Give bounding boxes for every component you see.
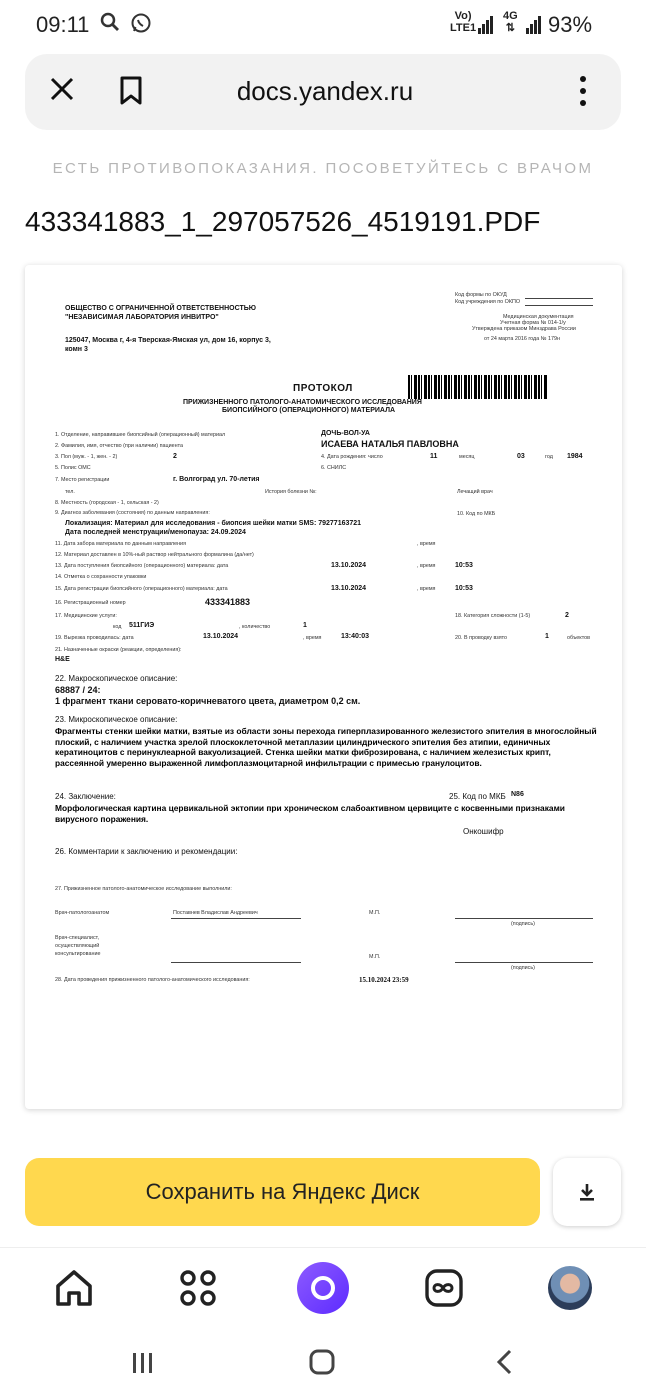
consultant-label-2: осуществляющий: [55, 943, 100, 949]
system-navigation-bar: [0, 1330, 646, 1400]
field-3-label: 3. Пол (муж. - 1, жен. - 2): [55, 454, 118, 460]
history-label: История болезни №:: [265, 489, 317, 495]
field-15-date: 13.10.2024: [331, 585, 367, 592]
signal-1-icon: [478, 14, 494, 34]
field-13-time: 10:53: [455, 562, 473, 569]
download-icon: [577, 1182, 597, 1202]
field-10-label: 10. Код по МКБ: [457, 511, 496, 517]
field-22-label: 22. Макроскопическое описание:: [55, 674, 178, 683]
last-menstruation-line: Дата последней менструации/менопауза: 24.09.2024: [65, 529, 246, 536]
back-icon[interactable]: [492, 1348, 518, 1381]
okud-label: Код формы по ОКУД: [455, 292, 507, 298]
conclusion-text: Морфологическая картина цервикальной эктопии при хроническом слабоактивном цервиците с косвенными признаками вирусного поражения.: [55, 803, 565, 824]
study-date: 15.10.2024 23:59: [359, 976, 409, 984]
stain-value: H&E: [55, 656, 70, 663]
field-1-label: 1. Отделение, направившее биопсийный (операционный) материал: [55, 432, 226, 438]
field-13-label: 13. Дата поступления биопсийного (операционного) материала: дата: [55, 563, 229, 569]
field-23-label: 23. Микроскопическое описание:: [55, 715, 178, 724]
month-label: месяц: [459, 454, 475, 460]
alice-assistant-icon[interactable]: [297, 1262, 349, 1314]
field-20-unit: объектов: [567, 635, 590, 641]
field-19-time-label: , время: [303, 635, 322, 641]
close-icon[interactable]: [47, 74, 77, 110]
consultant-label-1: Врач-специалист,: [55, 935, 100, 941]
pathologist-label: Врач-патологоанатом: [55, 910, 110, 916]
field-24-label: 24. Заключение:: [55, 792, 116, 801]
save-to-yandex-disk-button[interactable]: Сохранить на Яндекс Диск: [25, 1158, 540, 1226]
field-6-label: 6. СНИЛС: [321, 465, 347, 471]
field-2-label: 2. Фамилия, имя, отчество (при наличии) пациента: [55, 443, 184, 449]
file-title: 433341883_1_297057526_4519191.PDF: [25, 206, 541, 237]
doc-subtitle-2: БИОПСИЙНОГО (ОПЕРАЦИОННОГО) МАТЕРИАЛА: [222, 407, 396, 414]
field-14-label: 14. Отметка о сохранности упаковки: [55, 574, 147, 580]
field-28-label: 28. Дата проведения прижизненного патолого-анатомического исследования:: [55, 977, 250, 983]
registration-number: 433341883: [205, 597, 251, 607]
meddoc-3: Утверждена приказом Минздрава России: [472, 326, 576, 332]
year-label: год: [545, 454, 553, 460]
org-address-1: 125047, Москва г, 4-я Тверская-Ямская ул, дом 16, корпус 3,: [65, 337, 271, 344]
field-19-date: 13.10.2024: [203, 633, 239, 640]
org-name-2: "НЕЗАВИСИМАЯ ЛАБОРАТОРИЯ ИНВИТРО": [65, 314, 219, 321]
code-label: код: [113, 624, 122, 630]
tel-label: тел.: [65, 489, 75, 495]
field-7-label: 7. Место регистрации: [55, 477, 110, 483]
browser-bottom-nav: [0, 1247, 646, 1330]
home-icon[interactable]: [52, 1266, 98, 1312]
field-19-time: 13:40:03: [341, 633, 370, 640]
field-5-label: 5. Полис ОМС: [55, 465, 91, 471]
document-page[interactable]: [25, 265, 622, 1109]
download-button[interactable]: [553, 1158, 621, 1226]
barcode-image: [408, 375, 548, 399]
browser-url-bar: [25, 54, 621, 130]
whatsapp-icon: [130, 12, 152, 40]
signature-label-1: (подпись): [511, 921, 535, 927]
field-27-label: 27. Прижизненное патолого-анатомическое исследование выполнили:: [55, 886, 232, 892]
localization-line: Локализация: Материал для исследования - биопсия шейки матки SMS: 79277163721: [65, 520, 362, 527]
okpo-label: Код учреждения по ОКПО: [455, 299, 521, 305]
field-18-value: 2: [565, 612, 569, 619]
service-code: 511ГИЭ: [129, 622, 155, 629]
signal-2-icon: [526, 14, 542, 34]
org-name-1: ОБЩЕСТВО С ОГРАНИЧЕННОЙ ОТВЕТСТВЕННОСТЬЮ: [65, 305, 256, 312]
field-15-time: 10:53: [455, 585, 473, 592]
field-9-label: 9. Диагноз заболевания (состояния) по данным направления:: [55, 510, 210, 516]
field-15-label: 15. Дата регистрации биопсийного (операционного) материала: дата: [55, 586, 228, 592]
macro-id: 68887 / 24:: [55, 685, 101, 695]
field-13-time-label: , время: [417, 563, 436, 569]
field-20-value: 1: [545, 633, 549, 640]
meddoc-2: Учетная форма № 014-1/у: [500, 320, 566, 326]
field-4-label: 4. Дата рождения: число: [321, 454, 383, 460]
birth-year: 1984: [567, 453, 583, 460]
field-20-label: 20. В проводку взято: [455, 635, 508, 641]
status-bar: [0, 0, 646, 52]
consultant-label-3: консультирование: [55, 951, 101, 957]
field-1-value: ДОЧЬ-ВОЛ-УА: [321, 430, 370, 437]
stamp-label-1: М.П.: [369, 910, 381, 916]
volte-indicator: Vo) LTE1: [450, 10, 477, 34]
field-19-label: 19. Вырезка проводилась: дата: [55, 635, 134, 641]
bookmark-icon[interactable]: [119, 76, 143, 111]
profile-avatar[interactable]: [548, 1266, 592, 1310]
meddoc-1: Медицинская документация: [503, 314, 574, 320]
field-3-value: 2: [173, 453, 177, 460]
quantity-label: , количество: [239, 624, 271, 630]
signature-label-2: (подпись): [511, 965, 535, 971]
patient-name: ИСАЕВА НАТАЛЬЯ ПАВЛОВНА: [321, 439, 459, 449]
doctor-label: Лечащий врач: [457, 489, 493, 495]
stamp-label-2: М.П.: [369, 954, 381, 960]
field-7-value: г. Волгоград ул. 70-летия: [173, 476, 260, 483]
field-11-label: 11. Дата забора материала по данным направления: [55, 541, 186, 547]
apps-grid-icon[interactable]: [176, 1266, 222, 1312]
doc-subtitle-1: ПРИЖИЗНЕННОГО ПАТОЛОГО-АНАТОМИЧЕСКОГО ИССЛЕДОВАНИЯ: [183, 399, 422, 406]
field-18-label: 18. Категория сложности (1-5): [455, 613, 531, 619]
birth-day: 11: [430, 453, 438, 460]
field-13-date: 13.10.2024: [331, 562, 367, 569]
network-type: 4G ⇅: [503, 10, 518, 34]
field-12-label: 12. Материал доставлен в 10%-ный раствор нейтрального формалина (да/нет): [55, 552, 254, 558]
field-11-time-label: , время: [417, 541, 436, 547]
icd-code: N86: [511, 791, 524, 798]
birth-month: 03: [517, 453, 525, 460]
micro-description: Фрагменты стенки шейки матки, взятые из области зоны перехода гиперплазированного железистого эпителия в многослойный плоский, с наличием участка зрелой плоскоклеточной метаплазии цилиндрического эпителия без атипии, единичных кератиноцитов с перинуклеарной вакуолизацией. Стенка шейки матки фиброзирована, с наличием железистых крипт, рассеянной умеренно выраженной лимфоплазмоцитарной инфильтрации с примесью гранулоцитов.: [55, 726, 597, 768]
home-button-icon[interactable]: [308, 1348, 336, 1381]
org-address-2: комн 3: [65, 346, 88, 353]
field-26-label: 26. Комментарии к заключению и рекомендации:: [55, 847, 238, 856]
quantity-value: 1: [303, 622, 307, 629]
onco-code-label: Онкошифр: [463, 827, 504, 836]
pathologist-name: Поставнев Владислав Андреевич: [173, 910, 258, 916]
recent-apps-icon[interactable]: [130, 1350, 156, 1381]
doc-title: ПРОТОКОЛ: [293, 383, 353, 394]
more-menu-icon[interactable]: [573, 72, 593, 112]
field-15-time-label: , время: [417, 586, 436, 592]
battery-level: 93%: [548, 12, 593, 37]
macro-description: 1 фрагмент ткани серовато-коричневатого цвета, диаметром 0,2 см.: [55, 696, 361, 706]
field-16-label: 16. Регистрационный номер: [55, 600, 126, 606]
field-21-label: 21. Назначенные окраски (реакции, определения):: [55, 647, 182, 653]
field-25-label: 25. Код по МКБ: [449, 792, 506, 801]
tabs-icon[interactable]: [422, 1266, 468, 1312]
search-status-icon: [100, 12, 120, 38]
field-17-label: 17. Медицинские услуги:: [55, 613, 117, 619]
field-8-label: 8. Местность (городская - 1, сельская - 2): [55, 500, 159, 506]
url-text[interactable]: docs.yandex.ru: [236, 76, 414, 106]
status-time: 09:11: [36, 12, 90, 37]
medical-warning-banner: ЕСТЬ ПРОТИВОПОКАЗАНИЯ. ПОСОВЕТУЙТЕСЬ С ВРАЧОМ: [52, 160, 594, 177]
meddoc-4: от 24 марта 2016 года № 179н: [484, 336, 560, 342]
